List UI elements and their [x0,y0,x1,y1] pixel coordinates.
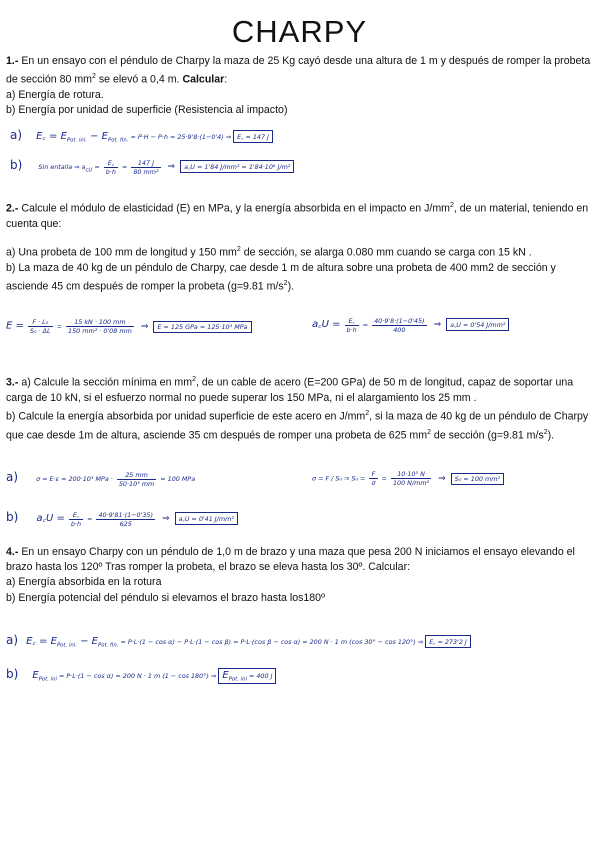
problem-1-item-a: a) Energía de rotura. [6,88,104,101]
problem-3-statement: 3.- a) Calcule la sección mínima en $mm^2$, de un cable de acero (E=200 GPa) de 50 m de longitud, capaz de soportar una carga de 10 kN, si el esfuerzo normal no puede superar los 150 MPa, ni el alargamiento los 25 mm . b) Calcule la energía absorbida por unidad superficie de este acero en $J/mm^2$, si la maza de 40 kg de un péndulo de Charpy que cae desde 1m de altura, asciende 35 cm después de romper una probeta de 625 $mm^2$ de sección (g=9.81 $m/s^2$). [6,376,589,442]
result-box: S₀ = 100 mm² [451,473,504,485]
result-box: E = 125 GPa = 125·10³ MPa [153,321,251,333]
result-box: a꜀U = 0'41 J/mm² [175,512,238,525]
problem-1-statement: 1.- En un ensayo con el péndulo de Charpy la maza de 25 Kg cayó desde una altura de 1 m y después de romper la probeta de sección 80 $mm^2$ se elevó a 0,4 m. Calcular: a) Energía de rotura. b) Energía por unidad de superficie (Resistencia al impacto) [6,54,591,118]
problem-2-solution-b: a꜀U = $\frac{E꜀}{b\cdot h}$ = $\frac{40\cdot 9'8\cdot(1-0'45)}{400}$ ⇒ a꜀U = 0'54 J/mm² [312,316,509,334]
result-box: E꜀ = 147 J [233,130,273,143]
result-box: E꜀ = 273'2 J [425,635,471,648]
result-box: $E_{Pot. ini} = 400$ J [218,668,276,684]
problem-3-solution-b: b) a꜀U = $\frac{E꜀}{b\cdot h}$ = $\frac{40\cdot 9'81\cdot(1-0'35)}{625}$ ⇒ a꜀U = 0'41 J/mm² [6,510,238,528]
problem-3-solution-a: a) σ = E·ε = 200·10³ MPa · $\frac{25 mm}{\text{50·10³ mm}}$ = 100 MPa [6,470,196,488]
problem-number: 3.- [6,376,19,389]
problem-4-item-a: a) Energía absorbida en la rotura [6,576,162,589]
problem-4-item-b: b) Energía potencial del péndulo si elevamos el brazo hasta los180º [6,591,325,604]
page-title: CHARPY [231,14,368,49]
problem-4-solution-b: b) $E_{Pot. ini} = P\cdot L\cdot(1 - \cos \alpha) = 200$ N · 1 m (1 − cos 180°) ⇒ $E_{Pot. ini} = 400$ J [6,667,276,684]
problem-number: 1.- [6,55,19,67]
problem-number: 2.- [6,202,19,215]
problem-2-statement: 2.- Calcule el módulo de elasticidad (E) en MPa, y la energía absorbida en el impacto en $J/mm^2$, de un material, teniendo en cuenta que: a) Una probeta de 100 mm de longitud y 150 $mm^2$ de sección, se alarga 0.080 mm cuando se carga con 15 kN . b) La maza de 40 kg de un péndulo de Charpy, cae desde 1 m de altura sobre una probeta de 400 mm2 de sección y asciende 45 cm después de romper la probeta (g=9.81 $m/s^2$). [6,202,589,293]
problem-1-solution-a: a) E꜀ = $E_{Pot. ini.} - E_{Pot. fin.} = P\cdot H - P\cdot h = 25\cdot 9'8\cdot(1-0'4)$ ⇒ E꜀ = 147 J [10,128,273,143]
problem-4-statement: 4.- En un ensayo Charpy con un péndulo de 1,0 m de brazo y una maza que pesa 200 N iniciamos el ensayo elevando el brazo hasta los 120º Tras romper la probeta, el brazo se eleva hasta los 30º. Calcular: a) Energía absorbida en la rotura b) Energía potencial del péndulo si elevamos el brazo hasta los180º [6,545,591,606]
problem-1-item-b: b) Energía por unidad de superficie (Resistencia al impacto) [6,104,288,117]
result-box: a꜀U = 1'84 J/mm² = 1'84·10⁶ J/m² [180,160,294,173]
problem-1-solution-b: b) Sin entalla ⇒ $a_{cU}$ = $\frac{E꜀}{b\cdot h}$ = $\frac{147 J}{\text{80 mm²}}$ ⇒ a꜀U = 1'84 J/mm² = 1'84·10⁶ J/m² [10,158,294,176]
problem-2-solution-a: E = $\frac{\text{F · L₀}}{\text{S₀ · ΔL}}$ = $\frac{15 kN \cdot 100 mm}{\text{150 mm² · 0'08 mm}}$ ⇒ E = 125 GPa = 125·10³ MPa [6,318,252,335]
problem-4-solution-a: a) E꜀ = $E_{Pot. ini.} - E_{Pot. fin.} = P\cdot L\cdot(1 - \cos \alpha) - P\cdot L\cdot(1 - \cos \beta) = P\cdot L\cdot(\cos$ β − cos α) = 200 N · 1 m (cos 30° − cos 120°) ⇒ E꜀ = 273'2 J [6,633,471,648]
problem-number: 4.- [6,546,19,558]
result-box: a꜀U = 0'54 J/mm² [446,318,509,331]
problem-3-solution-a2: σ = F / S₀ ⇒ S₀ = $\frac{F}{\sigma}$ = $\frac{\text{10·10³ N}}{\text{100 N/mm²}}$ ⇒ S₀ = 100 mm² [312,470,504,487]
